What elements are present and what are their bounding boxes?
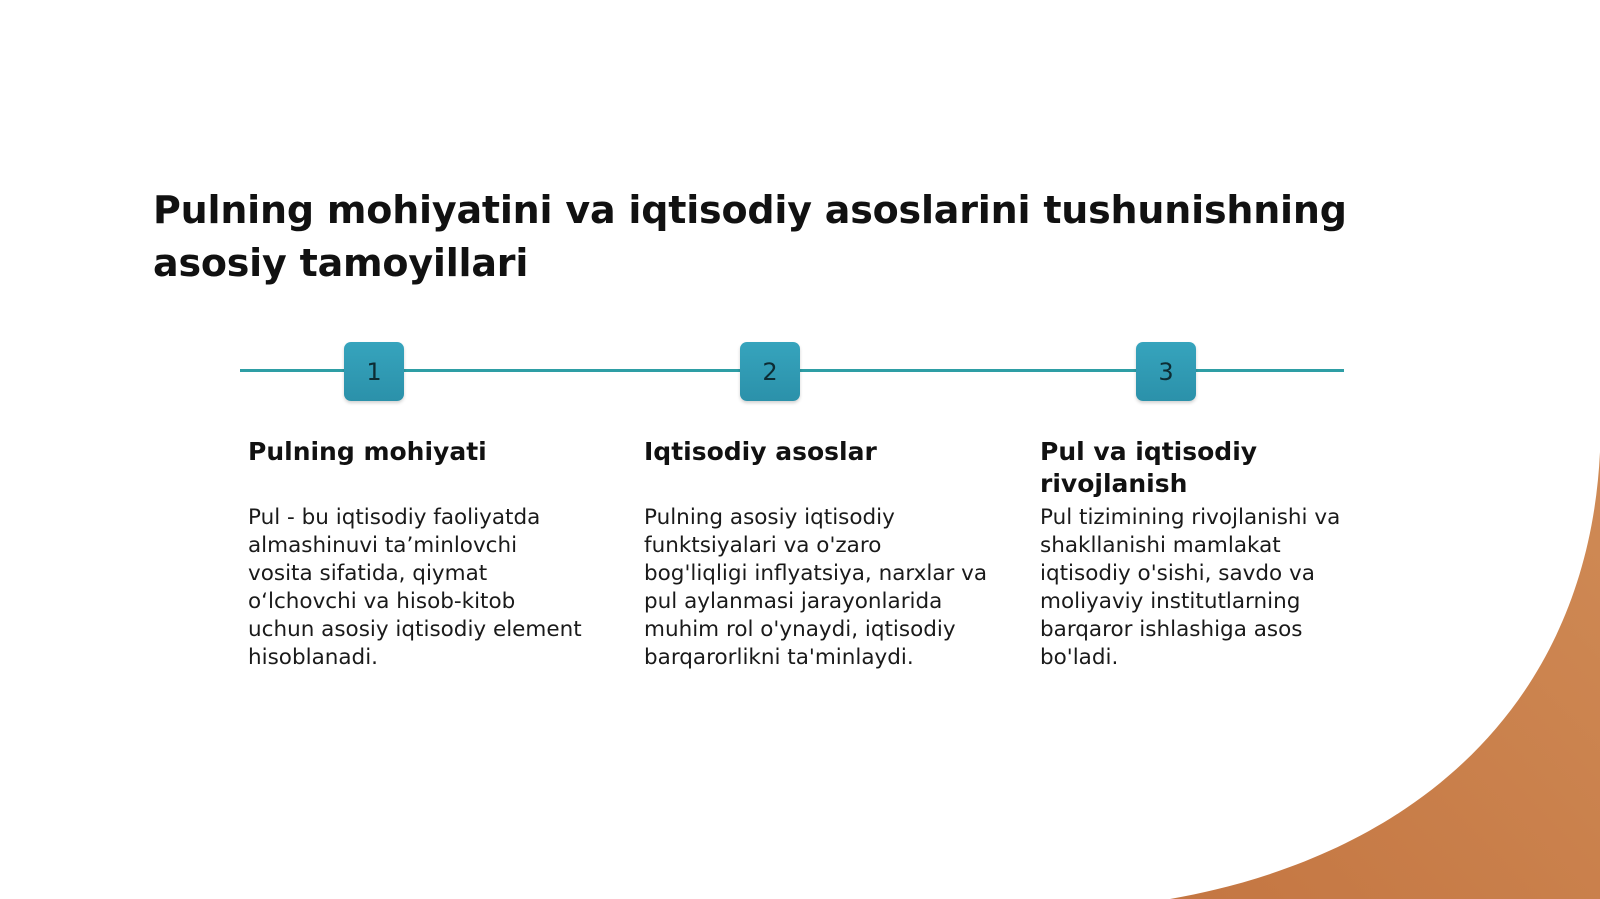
step-3-description: Pul tizimining rivojlanishi va shakllanishi mamlakat iqtisodiy o'sishi, savdo va moliyaviy institutlarning barqaror ishlashiga asos bo'ladi.	[1040, 505, 1341, 670]
page-title: Pulning mohiyatini va iqtisodiy asoslarini tushunishning asosiy tamoyillari	[153, 188, 1347, 285]
step-2-number: 2	[762, 357, 778, 386]
step-1-description: Pul - bu iqtisodiy faoliyatda almashinuvi ta’minlovchi vosita sifatida, qiymat o‘lchovchi va hisob-kitob uchun asosiy iqtisodiy element hisoblanadi.	[248, 505, 582, 670]
step-3	[1040, 436, 1370, 672]
step-1	[248, 436, 588, 672]
step-1-number: 1	[366, 357, 382, 386]
step-1-marker	[344, 342, 404, 401]
step-3-marker	[1136, 342, 1196, 401]
step-1-heading: Pulning mohiyati	[248, 437, 487, 466]
step-2-description: Pulning asosiy iqtisodiy funktsiyalari va o'zaro bog'liqligi inflyatsiya, narxlar va pul aylanmasi jarayonlarida muhim rol o'ynaydi, iqtisodiy barqarorlikni ta'minlaydi.	[644, 505, 988, 670]
step-3-heading: Pul va iqtisodiy rivojlanish	[1040, 437, 1258, 498]
step-3-number: 3	[1158, 357, 1174, 386]
step-2	[644, 436, 989, 672]
step-2-heading: Iqtisodiy asoslar	[644, 437, 877, 466]
step-2-marker	[740, 342, 800, 401]
